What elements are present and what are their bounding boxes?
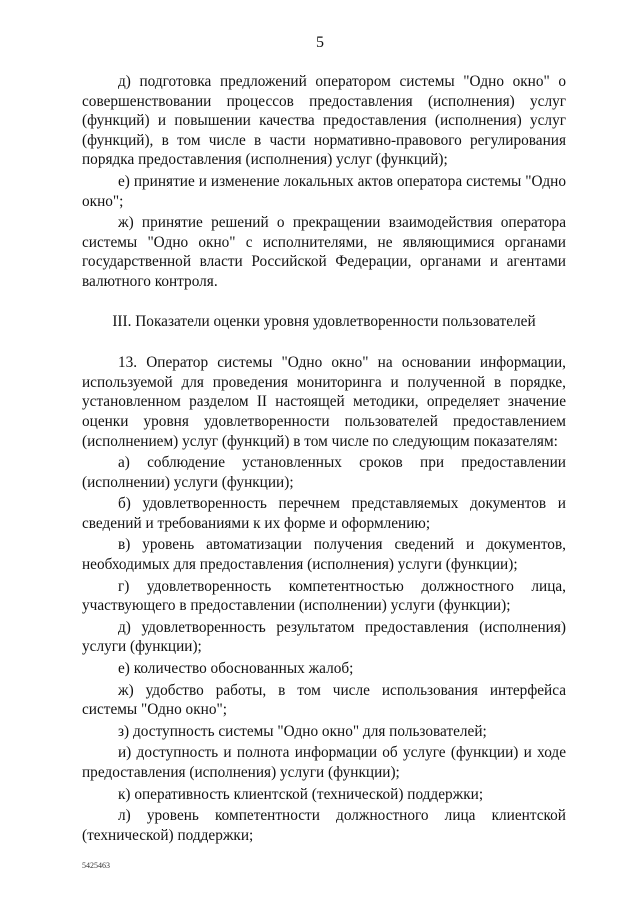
- paragraph-zh: ж) принятие решений о прекращении взаимодействия оператора системы "Одно окно" с исполнителями, не являющимися органами государственной власти Российской Федерации, органами и агентами валютного контроля.: [82, 214, 566, 290]
- paragraph-e: е) принятие и изменение локальных актов оператора системы "Одно окно";: [82, 172, 566, 210]
- item-k: к) оперативность клиентской (технической) поддержки;: [118, 785, 484, 803]
- section-heading: III. Показатели оценки уровня удовлетворенности пользователей: [112, 312, 536, 330]
- item-zh: ж) удобство работы, в том числе использования интерфейса системы "Одно окно";: [82, 681, 566, 719]
- document-id: 5425463: [82, 861, 110, 870]
- paragraph-13: 13. Оператор системы "Одно окно" на основании информации, используемой для проведения мониторинга и полученной в порядке, установленном разделом II настоящей методики, определяет значение оценки уровня удовлетворенности пользователей предоставлением (исполнением) услуг (функций) в том числе по следующим показателям:: [82, 354, 566, 450]
- item-b: б) удовлетворенность перечнем представляемых документов и сведений и требованиями к их форме и оформлению;: [82, 495, 566, 532]
- item-l: л) уровень компетентности должностного лица клиентской (технической) поддержки;: [82, 807, 566, 844]
- document-body: [82, 72, 566, 847]
- page-number: 5: [316, 34, 324, 51]
- item-e: е) количество обоснованных жалоб;: [118, 660, 354, 678]
- item-z: з) доступность системы "Одно окно" для пользователей;: [118, 722, 487, 740]
- item-d: д) удовлетворенность результатом предоставления (исполнения) услуги (функции);: [82, 618, 566, 656]
- item-a: а) соблюдение установленных сроков при предоставлении (исполнении) услуги (функции);: [82, 454, 566, 491]
- paragraph-d: д) подготовка предложений оператором системы "Одно окно" о совершенствовании процессов предоставления (исполнения) услуг (функций) и повышении качества предоставления (исполнения) услуг (функций), в том числе в части нормативно-правового регулирования порядка предоставления (исполнения) услуг (функций);: [82, 73, 566, 169]
- item-v: в) уровень автоматизации получения сведений и документов, необходимых для предоставления (исполнения) услуги (функции);: [82, 536, 566, 574]
- item-g: г) удовлетворенность компетентностью должностного лица, участвующего в предоставлении (исполнении) услуги (функции);: [82, 577, 566, 615]
- item-i: и) доступность и полнота информации об услуге (функции) и ходе предоставления (исполнения) услуги (функции);: [82, 744, 566, 781]
